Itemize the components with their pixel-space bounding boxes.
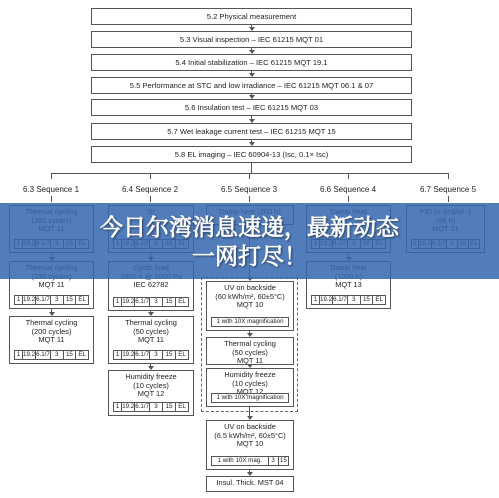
sequence-step-box: [206, 368, 294, 407]
top-step-label: 5.5 Performance at STC and low irradiance – IEC 61215 MQT 06.1 & 07: [129, 81, 374, 90]
sequence-step-box: [9, 316, 94, 364]
sequence-step-label: [109, 317, 193, 345]
top-step-box: [91, 77, 412, 94]
banner-line-1: 今日尔湾消息速递，最新动态: [100, 215, 399, 241]
test-code-cell: 3: [268, 457, 278, 465]
sequence-step-line: Thermal cycling: [224, 339, 276, 348]
sequence-step-line: IEC 62782: [133, 280, 169, 290]
top-step-box: [91, 99, 412, 116]
connector-line: [51, 196, 52, 202]
test-code-cell: 6.1/7: [135, 403, 150, 410]
test-code-cell: 19.2: [122, 351, 135, 358]
test-code-cell: 3: [50, 296, 63, 304]
top-step-box: [91, 8, 412, 25]
sequence-step-line: MQT 11: [38, 280, 65, 290]
test-code-cell: 19.2: [122, 298, 135, 305]
test-code-row: [14, 350, 89, 360]
sequence-step-box: [206, 420, 294, 470]
sequence-step-box: [108, 316, 194, 364]
test-code-cell: 1: [115, 403, 120, 410]
banner-text[interactable]: [0, 214, 499, 272]
sequence-step-label: [10, 317, 93, 345]
top-step-label: 5.3 Visual inspection – IEC 61215 MQT 01: [179, 35, 324, 44]
test-code-cell: 19.2: [122, 403, 135, 410]
sequence-step-line: Thermal cycling: [125, 318, 177, 327]
sequence-step-box: [206, 281, 294, 331]
sequence-step-line: (50 cycles): [232, 347, 268, 357]
test-code-cell: 15: [360, 296, 373, 304]
test-code-cell: 3: [149, 351, 162, 359]
sequence-step-label: [207, 338, 293, 366]
sequence-step-line: Insul. Thick. MST 04: [216, 478, 284, 487]
sequence-header: 6.3 Sequence 1: [22, 185, 80, 194]
test-code-cell: 1: [115, 351, 120, 358]
test-code-cell: 15: [63, 296, 76, 304]
top-step-box: [91, 54, 412, 71]
connector-line: [51, 173, 52, 179]
connector-line: [348, 173, 349, 179]
sequence-step-line: (10 cycles): [133, 380, 169, 390]
test-code-cell: 1: [16, 351, 21, 358]
test-code-cell: 1 with 10X mag.: [217, 457, 262, 464]
sequence-header: 6.5 Sequence 3: [220, 185, 278, 194]
sequence-step-line: UV on backside: [224, 283, 276, 292]
top-step-label: 5.8 EL imaging – IEC 60904-13 (Isc, 0.1× Isc): [174, 150, 329, 159]
connector-line: [348, 196, 349, 202]
test-code-cell: 19.2: [23, 296, 36, 303]
test-code-cell: 15: [162, 403, 175, 411]
test-code-cell: 15: [162, 298, 175, 306]
sequence-step-line: MQT 11: [38, 335, 65, 345]
connector-line: [150, 173, 151, 179]
test-code-cell: 6.1/7: [333, 296, 347, 303]
test-code-cell: 15: [278, 457, 288, 465]
sequence-step-label: [207, 282, 293, 310]
sequence-step-line: MQT 11: [137, 335, 164, 345]
top-step-box: [91, 31, 412, 48]
test-code-cell: 3: [347, 296, 360, 304]
test-code-cell: 19.2: [320, 296, 333, 303]
test-code-row: [113, 402, 189, 412]
test-code-cell: 6.1/7: [36, 296, 50, 303]
test-code-row: [113, 350, 189, 360]
top-step-box: [91, 123, 412, 140]
test-code-cell: EL: [372, 296, 385, 304]
sequence-header: 6.4 Sequence 2: [121, 185, 179, 194]
sequence-header: 6.6 Sequence 4: [319, 185, 377, 194]
test-code-row: [211, 393, 289, 403]
sequence-step-line: Humidity freeze: [224, 370, 276, 379]
connector-line: [150, 196, 151, 202]
test-code-cell: EL: [175, 351, 188, 359]
test-code-cell: 3: [50, 351, 63, 359]
test-code-cell: 3: [149, 298, 162, 306]
sequence-step-line: MQT 13: [335, 280, 362, 290]
test-code-row: [311, 295, 386, 305]
connector-line: [249, 196, 250, 202]
sequence-header: 6.7 Sequence 5: [419, 185, 477, 194]
test-code-row: [211, 317, 289, 327]
sequence-step-line: Humidity freeze: [125, 372, 177, 381]
sequence-step-box: [206, 476, 294, 492]
test-code-row: [113, 297, 189, 307]
test-code-cell: EL: [175, 298, 188, 306]
sequence-step-line: (6.5 kWh/m², 60±5°C): [214, 430, 286, 440]
sequence-step-line: Thermal cycling: [25, 318, 78, 327]
test-code-cell: 1 with 10X magnification: [216, 394, 284, 401]
sequence-step-line: MQT 11: [236, 356, 263, 366]
sequence-step-line: MQT 10: [236, 300, 264, 310]
test-code-cell: 1: [313, 296, 318, 303]
sequence-step-line: MQT 12: [137, 389, 165, 399]
test-code-cell: 6.1/7: [135, 351, 150, 358]
top-step-label: 5.6 Insulation test – IEC 61215 MQT 03: [184, 103, 319, 112]
sequence-step-line: MQT 12: [236, 387, 264, 397]
test-code-cell: 1: [115, 298, 120, 305]
test-code-cell: EL: [175, 403, 188, 411]
sequence-step-label: [207, 477, 293, 488]
sequence-step-line: (10 cycles): [232, 378, 268, 388]
sequence-step-line: (200 cycles): [31, 326, 72, 336]
top-step-label: 5.4 Initial stabilization – IEC 61215 MQT 19.1: [175, 58, 328, 67]
sequence-step-line: (50 cycles): [133, 326, 169, 336]
test-code-cell: 15: [162, 351, 175, 359]
top-step-label: 5.7 Wet leakage current test – IEC 61215 MQT 15: [167, 127, 336, 136]
test-code-cell: EL: [75, 351, 88, 359]
test-code-cell: EL: [75, 296, 88, 304]
test-code-cell: 6.1/7: [36, 351, 50, 358]
sequence-step-label: [109, 371, 193, 399]
sequence-step-box: [206, 337, 294, 365]
banner-line-2: 一网打尽！: [192, 244, 307, 270]
test-code-cell: 3: [149, 403, 162, 411]
top-step-box: [91, 146, 412, 163]
connector-line: [251, 163, 252, 173]
sequence-step-box: [108, 370, 194, 416]
connector-line: [448, 196, 449, 202]
test-code-cell: 15: [63, 351, 76, 359]
sequence-step-line: UV on backside: [224, 422, 276, 431]
sequence-step-line: (60 kWh/m², 60±5°C): [215, 291, 285, 301]
test-code-cell: 6.1/7: [135, 298, 150, 305]
test-code-cell: 19.2: [23, 351, 36, 358]
top-step-label: 5.2 Physical measurement: [206, 12, 297, 21]
connector-line: [249, 173, 250, 179]
test-code-cell: 1: [16, 296, 21, 303]
test-code-row: [211, 456, 289, 466]
test-code-row: [14, 295, 89, 305]
test-code-cell: 1 with 10X magnification: [216, 318, 284, 325]
connector-line: [448, 173, 449, 179]
sequence-step-line: MQT 10: [236, 439, 264, 449]
sequence-step-label: [207, 421, 293, 449]
